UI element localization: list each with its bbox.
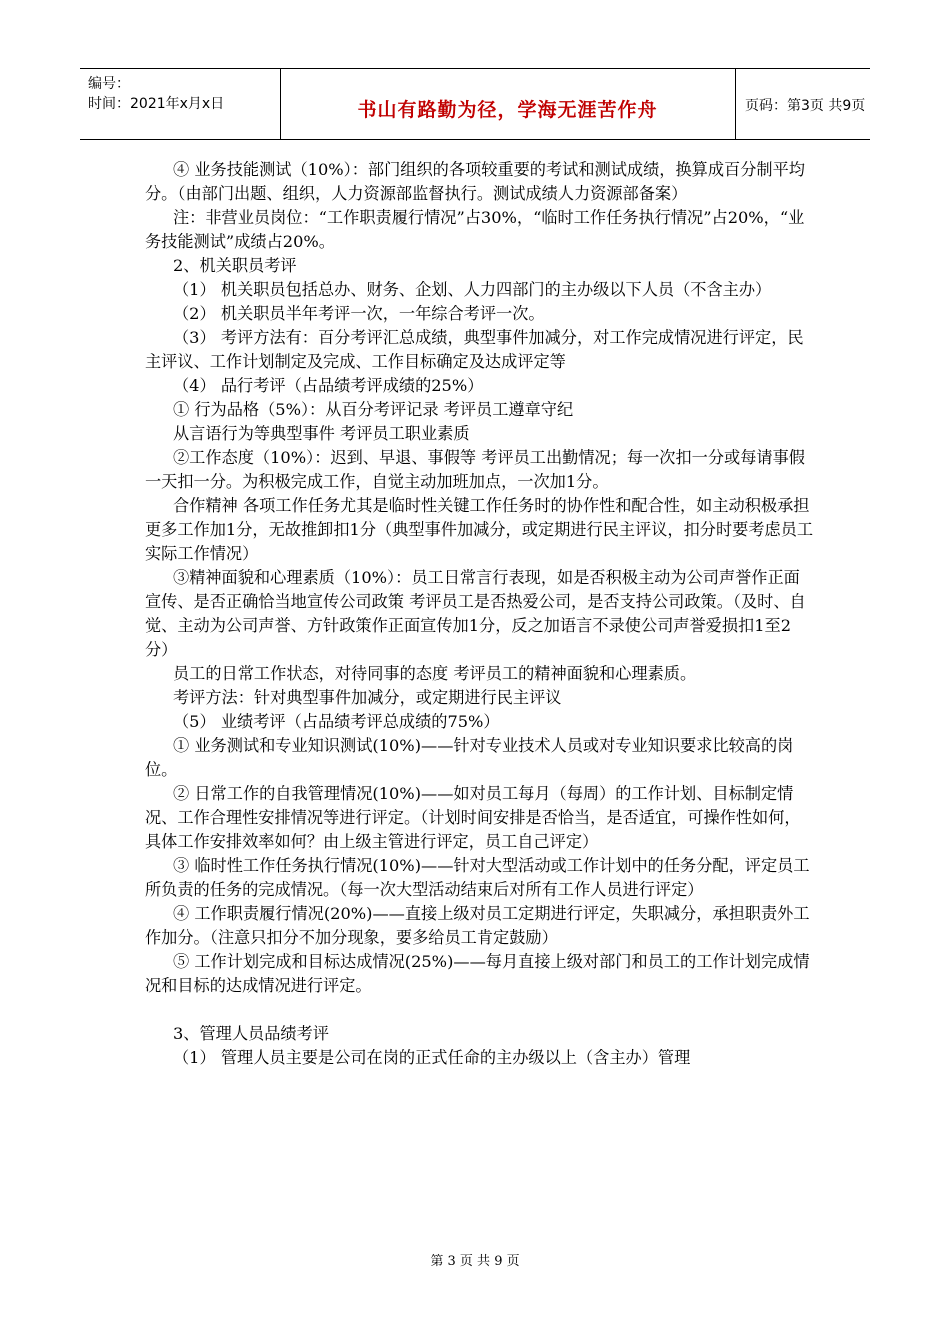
header-motto-cell: [280, 69, 736, 139]
paragraph-spacer: [145, 998, 815, 1022]
header-motto: 书山有路勤为径，学海无涯苦作舟: [357, 99, 658, 121]
page-footer: 第 3 页 共 9 页: [430, 1254, 520, 1269]
document-date-label: 时间：2021年x月x日: [88, 96, 225, 112]
body-paragraph: （4） 品行考评（占品绩考评成绩的25%）: [173, 376, 484, 395]
body-paragraph: 注：非营业员岗位：“工作职责履行情况”占30%，“临时工作任务执行情况”占20%，“业务技能测试”成绩占20%。: [145, 208, 805, 251]
page-header: [80, 68, 870, 140]
body-paragraph: ① 行为品格（5%）：从百分考评记录 考评员工遵章守纪: [173, 400, 574, 419]
body-paragraph: ① 业务测试和专业知识测试(10%)——针对专业技术人员或对专业知识要求比较高的岗位。: [145, 736, 794, 779]
document-number-label: 编号：: [88, 76, 130, 92]
body-paragraph: （1） 机关职员包括总办、财务、企划、人力四部门的主办级以下人员（不含主办）: [173, 280, 772, 299]
document-body: [145, 158, 815, 1070]
body-paragraph: （3） 考评方法有：百分考评汇总成绩，典型事件加减分，对工作完成情况进行评定，民主评议、工作计划制定及完成、工作目标确定及达成评定等: [145, 328, 804, 371]
header-page-cell: [735, 69, 870, 139]
header-page-info: 页码：第3页 共9页: [745, 98, 866, 114]
body-paragraph: 考评方法：针对典型事件加减分，或定期进行民主评议: [173, 688, 562, 707]
body-paragraph: ③ 临时性工作任务执行情况(10%)——针对大型活动或工作计划中的任务分配，评定员工所负责的任务的完成情况。（每一次大型活动结束后对所有工作人员进行评定）: [145, 856, 810, 899]
body-paragraph: 从言语行为等典型事件 考评员工职业素质: [173, 424, 470, 443]
body-paragraph: （5） 业绩考评（占品绩考评总成绩的75%）: [173, 712, 500, 731]
body-paragraph: ④ 工作职责履行情况(20%)——直接上级对员工定期进行评定，失职减分，承担职责外工作加分。（注意只扣分不加分现象，要多给员工肯定鼓励）: [145, 904, 810, 947]
body-paragraph: ②工作态度（10%）：迟到、早退、事假等 考评员工出勤情况；每一次扣一分或每请事假一天扣一分。为积极完成工作，自觉主动加班加点，一次加1分。: [145, 448, 805, 491]
body-paragraph: ③精神面貌和心理素质（10%）：员工日常言行表现，如是否积极主动为公司声誉作正面宣传、是否正确恰当地宣传公司政策 考评员工是否热爱公司，是否支持公司政策。（及时、自觉、主动为公司声誉、方针政策作正面宣传加1分，反之加语言不录使公司声誉爱损扣1至2分）: [145, 568, 806, 659]
body-paragraph: ⑤ 工作计划完成和目标达成情况(25%)——每月直接上级对部门和员工的工作计划完成情况和目标的达成情况进行评定。: [145, 952, 810, 995]
body-paragraph: 员工的日常工作状态，对待同事的态度 考评员工的精神面貌和心理素质。: [173, 664, 697, 683]
body-paragraph: （1） 管理人员主要是公司在岗的正式任命的主办级以上（含主办）管理: [173, 1048, 691, 1067]
body-paragraph: 合作精神 各项工作任务尤其是临时性关键工作任务时的协作性和配合性，如主动积极承担更多工作加1分，无故推卸扣1分（典型事件加减分，或定期进行民主评议，扣分时要考虑员工实际工作情况）: [145, 496, 814, 563]
body-paragraph: 3、管理人员品绩考评: [173, 1024, 329, 1043]
body-paragraph: ④ 业务技能测试（10%）：部门组织的各项较重要的考试和测试成绩，换算成百分制平均分。（由部门出题、组织，人力资源部监督执行。测试成绩人力资源部备案）: [145, 160, 805, 203]
header-meta-cell: [80, 69, 281, 139]
body-paragraph: ② 日常工作的自我管理情况(10%)——如对员工每月（每周）的工作计划、目标制定情况、工作合理性安排情况等进行评定。（计划时间安排是否恰当，是否适宜，可操作性如何，具体工作安排效率如何？由上级主管进行评定，员工自己评定）: [145, 784, 801, 851]
body-paragraph: （2） 机关职员半年考评一次，一年综合考评一次。: [173, 304, 545, 323]
body-paragraph: 2、机关职员考评: [173, 256, 297, 275]
